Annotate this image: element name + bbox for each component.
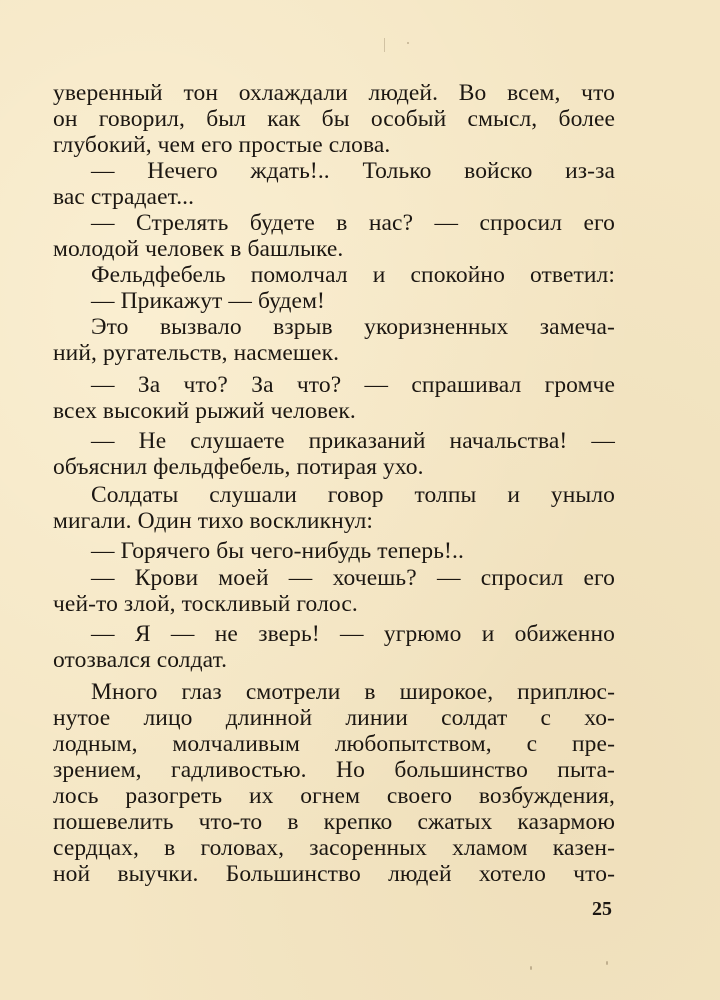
text-line: — За что? За что? — спрашивал громче xyxy=(91,372,615,398)
text-line: нутое лицо длинной линии солдат с хо- xyxy=(53,705,615,731)
text-line: Фельдфебель помолчал и спокойно ответил: xyxy=(91,262,615,288)
text-line: чей-то злой, тоскливый голос. xyxy=(53,591,358,617)
text-line: пошевелить что-то в крепко сжатых казармою xyxy=(53,809,615,835)
text-line: вас страдает... xyxy=(53,184,195,210)
text-line: отозвался солдат. xyxy=(53,647,228,673)
text-line: сердцах, в головах, засоренных хламом казен- xyxy=(53,835,615,861)
text-line: уверенный тон охлаждали людей. Во всем, что xyxy=(53,80,615,106)
text-line: всех высокий рыжий человек. xyxy=(53,398,356,424)
text-line: ной выучки. Большинство людей хотело что- xyxy=(53,861,615,887)
text-line: ний, ругательств, насмешек. xyxy=(53,340,340,366)
text-line: зрением, гадливостью. Но большинство пыта- xyxy=(53,757,615,783)
paper-speck xyxy=(606,961,608,965)
text-line: лось разогреть их огнем своего возбуждения, xyxy=(53,783,615,809)
text-line: он говорил, был как бы особый смысл, более xyxy=(53,106,615,132)
text-line: глубокий, чем его простые слова. xyxy=(53,132,391,158)
page-number: 25 xyxy=(592,898,612,920)
text-line: молодой человек в башлыке. xyxy=(53,236,344,262)
text-line: мигали. Один тихо воскликнул: xyxy=(53,508,374,534)
paper-speck xyxy=(407,42,409,44)
text-line: — Крови моей — хочешь? — спросил его xyxy=(91,565,615,591)
text-line: Солдаты слушали говор толпы и уныло xyxy=(91,482,615,508)
paper-speck xyxy=(530,966,532,970)
text-line: — Прикажут — будем! xyxy=(91,288,325,314)
paper-speck xyxy=(384,38,385,52)
text-line: объяснил фельдфебель, потирая ухо. xyxy=(53,454,424,480)
text-line: Много глаз смотрели в широкое, приплюс- xyxy=(91,679,615,705)
text-line: — Стрелять будете в нас? — спросил его xyxy=(91,210,615,236)
text-line: лодным, молчаливым любопытством, с пре- xyxy=(53,731,615,757)
text-line: — Нечего ждать!.. Только войско из-за xyxy=(91,158,615,184)
text-line: — Я — не зверь! — угрюмо и обиженно xyxy=(91,621,615,647)
text-line: — Горячего бы чего-нибудь теперь!.. xyxy=(91,538,464,564)
text-line: Это вызвало взрыв укоризненных замеча- xyxy=(91,314,615,340)
text-line: — Не слушаете приказаний начальства! — xyxy=(91,428,615,454)
